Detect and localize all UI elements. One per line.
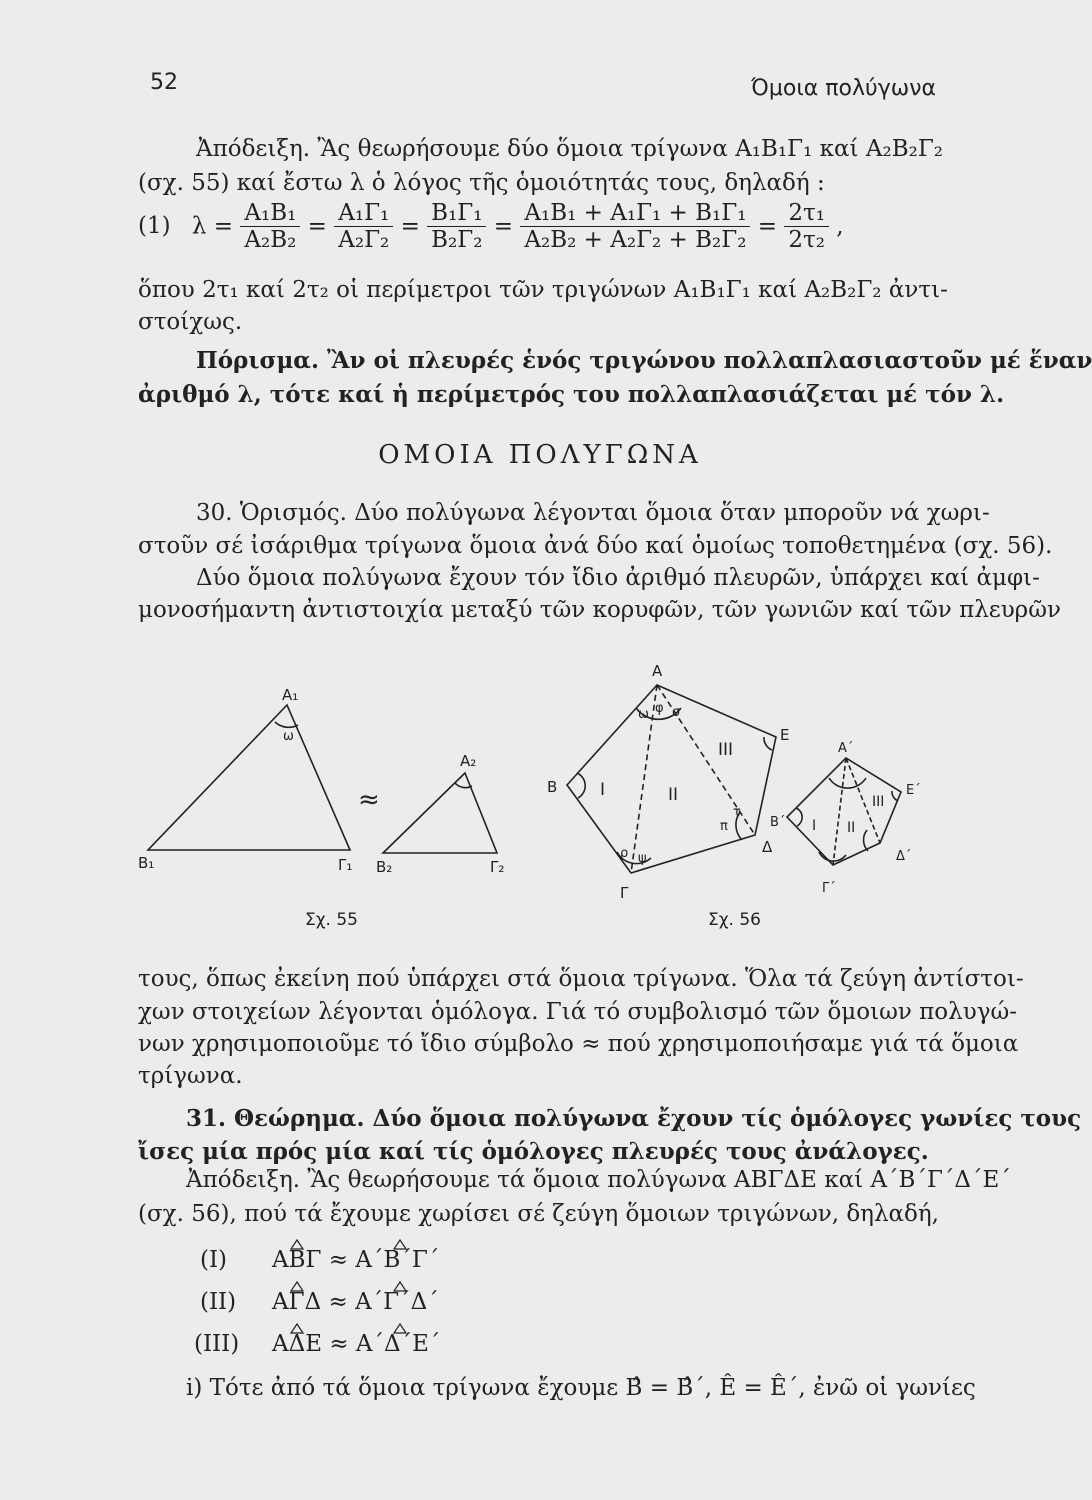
eq1-label: (I)	[200, 1247, 228, 1273]
triangle-a1b1g1	[148, 705, 350, 850]
label-B2: Β΄	[770, 815, 786, 830]
eq3: ΑΔΕ ≈ Α΄Δ΄Ε΄	[272, 1331, 441, 1357]
theorem-line2: ἴσες μία πρός μία καί τίς ὁμόλογες πλευρές τους ἀνάλογες.	[138, 1138, 929, 1165]
page-number: 52	[150, 70, 178, 95]
continuation-line1: τους, ὅπως ἐκείνη πού ὑπάρχει στά ὅμοια τρίγωνα. Ὅλα τά ζεύγη ἀντίστοι-	[138, 966, 1024, 992]
label-tau: τ	[733, 805, 741, 820]
theorem-line1: 31. Θεώρημα. Δύο ὅμοια πολύγωνα ἔχουν τίς ὁμόλογες γωνίες τους	[186, 1105, 1082, 1132]
angle-arc-b	[577, 773, 585, 798]
triangle-a2b2g2	[383, 773, 497, 853]
label-omega-55: ω	[283, 729, 294, 744]
label-b1: Β₁	[138, 854, 155, 872]
running-title: Όμοια πολύγωνα	[751, 76, 936, 101]
proof1-line3: ὅπου 2τ₁ καί 2τ₂ οἱ περίμετροι τῶν τριγώνων Α₁Β₁Γ₁ καί Α₂Β₂Γ₂ ἀντι-	[138, 277, 948, 303]
label-D2: Δ΄	[896, 849, 912, 864]
label-G2: Γ΄	[822, 881, 836, 896]
label-omega: ω	[638, 707, 649, 722]
angle-arc-d2	[864, 830, 868, 851]
label-pi: π	[720, 819, 728, 834]
definition-line1: 30. Ὁρισμός. Δύο πολύγωνα λέγονται ὅμοια ὅταν μποροῦν νά χωρι-	[196, 500, 990, 526]
fraction-4: $\frac{\text{Α₁Β₁ + Α₁Γ₁ + Β₁Γ₁}}{\text{Α₂Β₂ + Α₂Γ₂ + Β₂Γ₂}}$	[520, 200, 750, 253]
label-region-I: I	[600, 780, 606, 800]
proof1-line2: (σχ. 55) καί ἔστω λ ὁ λόγος τῆς ὁμοιότητάς τους, δηλαδή :	[138, 170, 825, 196]
angle-arcs-a2	[829, 778, 866, 788]
angle-arc-e	[764, 737, 772, 750]
label-D: Δ	[762, 838, 773, 856]
definition-line2: στοῦν σέ ἰσάριθμα τρίγωνα ὅμοια ἀνά δύο καί ὁμοίως τοποθετημένα (σχ. 56).	[138, 533, 1053, 559]
label-region-I2: I	[812, 818, 817, 834]
fraction-3: $\frac{\text{Β₁Γ₁}}{\text{Β₂Γ₂}}$	[427, 200, 486, 253]
fraction-5: $\frac{\text{2τ₁}}{\text{2τ₂}}$	[784, 200, 829, 253]
label-a1: Α₁	[282, 686, 299, 704]
continuation-line3: νων χρησιμοποιοῦμε τό ἴδιο σύμβολο ≈ πού χρησιμοποιήσαμε γιά τά ὅμοια	[138, 1031, 1019, 1057]
angle-arc-g2	[819, 852, 846, 861]
section-heading: ΟΜΟΙΑ ΠΟΛΥΓΩΝΑ	[378, 440, 702, 470]
diagonal-a2g2	[833, 758, 846, 865]
formula-label: (1)	[138, 212, 171, 239]
label-psi: ψ	[638, 851, 647, 866]
label-region-II2: II	[847, 820, 856, 836]
label-b2: Β₂	[376, 858, 393, 876]
label-phi: φ	[655, 701, 664, 716]
figure-55-caption: Σχ. 55	[305, 910, 359, 930]
label-E2: Ε΄	[906, 783, 921, 798]
label-region-III: III	[718, 740, 734, 760]
similarity-ratio-formula: (1) λ = $\frac{\text{Α₁Β₁}}{\text{Α₂Β₂}}$ = $\frac{\text{Α₁Γ₁}}{\text{Α₂Γ₂}}$ = $\frac{\text{Β₁Γ₁}}{\text{Β₂Γ₂}}$ = $\frac{\text{Α₁Β₁ + Α₁Γ₁ + Β₁Γ₁}}{\text{Α₂Β₂ + Α₂Γ₂ + Β₂Γ₂}}$ = $\frac{\text{2τ₁}}{\text{2τ₂}}$ ,	[138, 200, 844, 253]
label-G: Γ	[620, 884, 629, 902]
label-g1: Γ₁	[338, 856, 353, 874]
figure-56-caption: Σχ. 56	[708, 910, 762, 930]
label-a2: Α₂	[460, 752, 477, 770]
eq2: ΑΓΔ ≈ Α΄Γ΄Δ΄	[272, 1289, 439, 1315]
continuation-line2: χων στοιχείων λέγονται ὁμόλογα. Γιά τό συμβολισμό τῶν ὅμοιων πολυγώ-	[138, 999, 1017, 1025]
definition-line4: μονοσήμαντη ἀντιστοιχία μεταξύ τῶν κορυφῶν, τῶν γωνιῶν καί τῶν πλευρῶν	[138, 597, 1061, 623]
formula-lhs: λ =	[191, 213, 234, 240]
label-rho: ρ	[620, 846, 629, 861]
proof2-line1: Ἀπόδειξη. Ἂς θεωρήσουμε τά ὅμοια πολύγωνα ΑΒΓΔΕ καί Α΄Β΄Γ΄Δ΄Ε΄	[186, 1167, 1011, 1193]
eq2-label: (II)	[200, 1289, 237, 1315]
definition-line3: Δύο ὅμοια πολύγωνα ἔχουν τόν ἴδιο ἀριθμό πλευρῶν, ὑπάρχει καί ἀμφι-	[196, 565, 1040, 591]
proof1-line4: στοίχως.	[138, 309, 243, 335]
eq1: ΑΒΓ ≈ Α΄Β΄Γ΄	[272, 1247, 440, 1273]
continuation-line4: τρίγωνα.	[138, 1063, 243, 1089]
label-g2: Γ₂	[490, 858, 505, 876]
label-region-II: II	[668, 785, 679, 805]
proof2-last-line: i) Τότε ἀπό τά ὅμοια τρίγωνα ἔχουμε Β̂ = Β̂΄, Ê = Ê΄, ἐνῶ οἱ γωνίες	[186, 1375, 976, 1401]
label-A: Α	[652, 662, 663, 680]
angle-arc-b2	[796, 808, 802, 826]
label-sigma: σ	[672, 705, 681, 720]
label-A2: Α΄	[838, 741, 854, 756]
label-B: Β	[547, 778, 558, 796]
corollary-line2: ἀριθμό λ, τότε καί ἡ περίμετρός του πολλαπλασιάζεται μέ τόν λ.	[138, 381, 1005, 408]
proof1-line1: Ἀπόδειξη. Ἂς θεωρήσουμε δύο ὅμοια τρίγωνα Α₁Β₁Γ₁ καί Α₂Β₂Γ₂	[196, 136, 944, 162]
fraction-1: $\frac{\text{Α₁Β₁}}{\text{Α₂Β₂}}$	[240, 200, 300, 253]
corollary-line1: Πόρισμα. Ἂν οἱ πλευρές ἑνός τριγώνου πολλαπλασιαστοῦν μέ ἕναν	[196, 347, 1092, 374]
similar-symbol: ≈	[358, 785, 380, 815]
proof2-line2: (σχ. 56), πού τά ἔχουμε χωρίσει σέ ζεύγη ὅμοιων τριγώνων, δηλαδή,	[138, 1201, 939, 1227]
eq3-label: (III)	[194, 1331, 240, 1357]
fraction-2: $\frac{\text{Α₁Γ₁}}{\text{Α₂Γ₂}}$	[334, 200, 393, 253]
label-region-III2: III	[872, 794, 885, 810]
label-E: Ε	[780, 726, 790, 744]
